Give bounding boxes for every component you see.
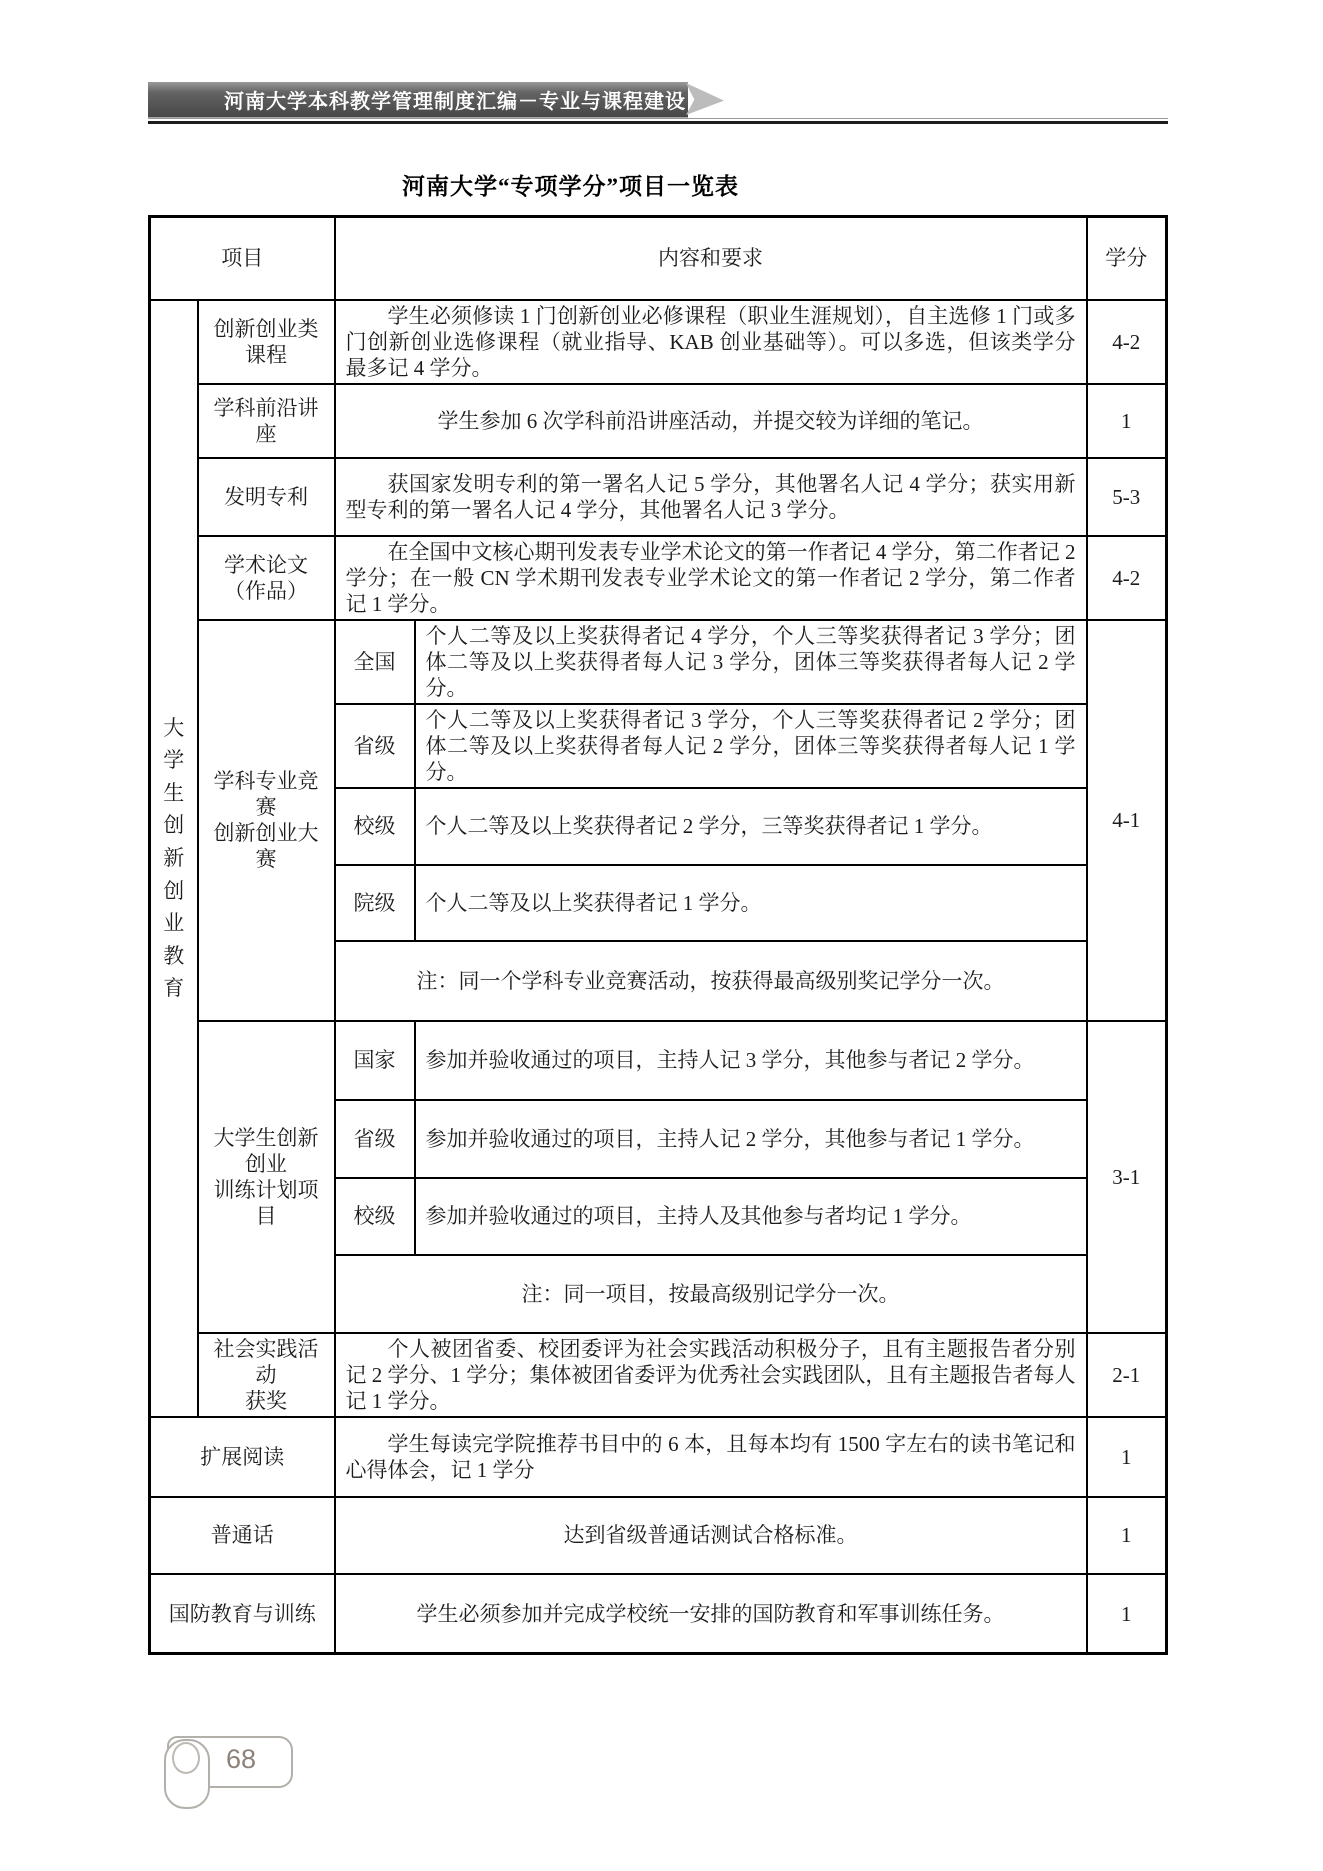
content-competition-provincial: 个人二等及以上奖获得者记 3 学分，个人三等奖获得者记 2 学分；团体二等及以上奖获得者每人记 2 学分，团体三等奖获得者每人记 1 学分。 [415,704,1087,788]
project-label-line: 大学生创新创业 [213,1125,319,1176]
project-invention-patent: 发明专利 [198,458,335,536]
level-college: 院级 [335,865,415,941]
level-university: 校级 [335,1178,415,1255]
row-national-defense [150,1574,1167,1654]
row-frontier-lecture [150,384,1167,458]
level-national: 全国 [335,620,415,704]
credit-training: 3-1 [1087,1021,1167,1333]
content-innovation-course: 学生必须修读 1 门创新创业必修课程（职业生涯规划），自主选修 1 门或多门创新创业选修课程（就业指导、KAB 创业基础等）。可以多选，但该类学分最多记 4 学分。 [335,300,1087,384]
row-competition-national [150,620,1167,704]
content-academic-paper: 在全国中文核心期刊发表专业学术论文的第一作者记 4 学分，第二作者记 2 学分；在一般 CN 学术期刊发表专业学术论文的第一作者记 2 学分，第二作者记 1 学分。 [335,536,1087,620]
project-extended-reading: 扩展阅读 [150,1417,335,1497]
category-cell [150,300,198,1417]
level-national: 国家 [335,1021,415,1100]
row-social-practice [150,1333,1167,1417]
banner-divider-thin [148,118,1168,119]
col-header-credit: 学分 [1087,217,1167,300]
level-provincial: 省级 [335,704,415,788]
note-training: 注：同一项目，按最高级别记学分一次。 [335,1255,1087,1333]
page-title: 河南大学“专项学分”项目一览表 [402,174,739,199]
content-national-defense: 学生必须参加并完成学校统一安排的国防教育和军事训练任务。 [335,1574,1087,1654]
row-innovation-course [150,300,1167,384]
col-header-content: 内容和要求 [335,217,1087,300]
content-competition-national: 个人二等及以上奖获得者记 4 学分，个人三等奖获得者记 3 学分；团体二等及以上奖获得者每人记 3 学分，团体三等奖获得者每人记 2 学分。 [415,620,1087,704]
row-academic-paper [150,536,1167,620]
banner-arrow-icon [686,83,724,115]
credit-frontier-lecture: 1 [1087,384,1167,458]
level-university: 校级 [335,788,415,865]
project-frontier-lecture: 学科前沿讲座 [198,384,335,458]
project-label-line: 社会实践活动 [213,1336,319,1387]
credit-competition: 4-1 [1087,620,1167,1021]
category-vertical-label: 大学生创新创业教育 [163,715,185,1001]
row-invention-patent [150,458,1167,536]
content-competition-university: 个人二等及以上奖获得者记 2 学分，三等奖获得者记 1 学分。 [415,788,1087,865]
credit-extended-reading: 1 [1087,1417,1167,1497]
credit-mandarin: 1 [1087,1497,1167,1574]
row-extended-reading [150,1417,1167,1497]
project-label-line: 训练计划项目 [213,1177,319,1228]
banner-divider [148,121,1168,124]
row-training-national [150,1021,1167,1100]
credit-invention-patent: 5-3 [1087,458,1167,536]
note-competition: 注：同一个学科专业竞赛活动，按获得最高级别奖记学分一次。 [335,941,1087,1021]
project-label-line: 学科专业竞赛 [213,769,319,820]
project-social-practice [198,1333,335,1417]
credit-academic-paper: 4-2 [1087,536,1167,620]
project-mandarin: 普通话 [150,1497,335,1574]
project-innovation-course: 创新创业类课程 [198,300,335,384]
credit-innovation-course: 4-2 [1087,300,1167,384]
project-national-defense: 国防教育与训练 [150,1574,335,1654]
content-social-practice: 个人被团省委、校团委评为社会实践活动积极分子，且有主题报告者分别记 2 学分、1 学分；集体被团省委评为优秀社会实践团队，且有主题报告者每人记 1 学分。 [335,1333,1087,1417]
credits-table [148,215,1168,1655]
project-label-line: 获奖 [245,1388,287,1413]
content-training-provincial: 参加并验收通过的项目，主持人记 2 学分，其他参与者记 1 学分。 [415,1100,1087,1178]
level-provincial: 省级 [335,1100,415,1178]
content-training-university: 参加并验收通过的项目，主持人及其他参与者均记 1 学分。 [415,1178,1087,1255]
content-extended-reading: 学生每读完学院推荐书目中的 6 本，且每本均有 1500 字左右的读书笔记和心得体会，记 1 学分 [335,1417,1087,1497]
content-invention-patent: 获国家发明专利的第一署名人记 5 学分，其他署名人记 4 学分；获实用新型专利的第一署名人记 4 学分，其他署名人记 3 学分。 [335,458,1087,536]
project-training [198,1021,335,1333]
credit-national-defense: 1 [1087,1574,1167,1654]
col-header-project: 项目 [150,217,335,300]
content-frontier-lecture: 学生参加 6 次学科前沿讲座活动，并提交较为详细的笔记。 [335,384,1087,458]
project-academic-paper: 学术论文（作品） [198,536,335,620]
project-label-line: 创新创业大赛 [213,821,319,872]
content-competition-college: 个人二等及以上奖获得者记 1 学分。 [415,865,1087,941]
content-mandarin: 达到省级普通话测试合格标准。 [335,1497,1087,1574]
row-mandarin [150,1497,1167,1574]
banner-title: 河南大学本科教学管理制度汇编－专业与课程建设 [224,91,686,113]
content-training-national: 参加并验收通过的项目，主持人记 3 学分，其他参与者记 2 学分。 [415,1021,1087,1100]
credit-social-practice: 2-1 [1087,1333,1167,1417]
table-header-row [150,217,1167,300]
header-banner [148,82,688,117]
page-number: 68 [225,1744,257,1774]
project-competition [198,620,335,1021]
